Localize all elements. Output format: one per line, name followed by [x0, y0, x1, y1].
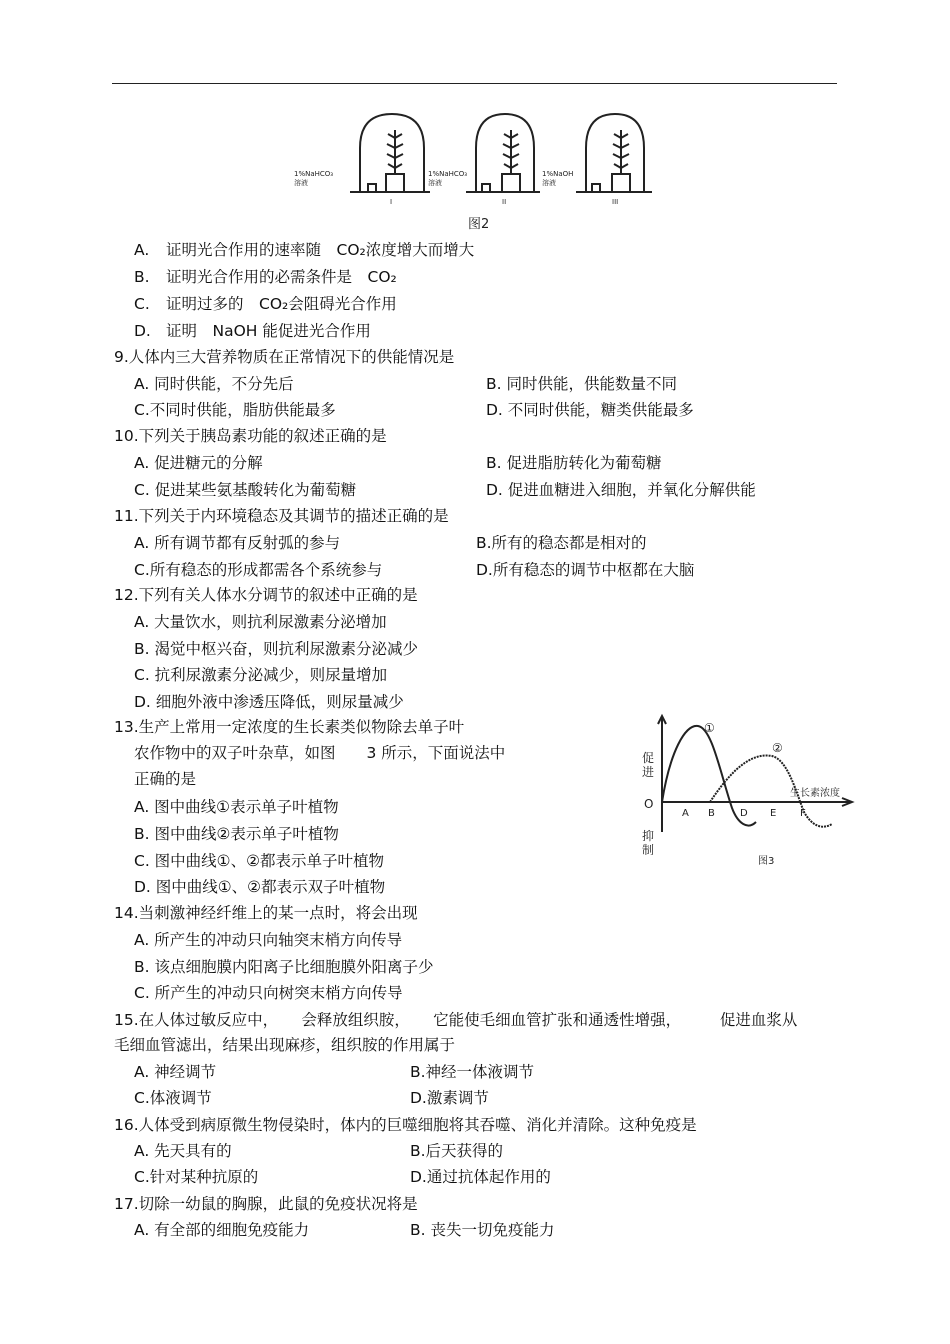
- figure-2-caption: 图2: [468, 217, 490, 232]
- figure-3-auxin-curves: [640, 712, 870, 872]
- y-label-char: 促: [642, 751, 655, 765]
- q15-option-a: A. 神经调节: [134, 1063, 217, 1081]
- tick-a: A: [682, 808, 689, 819]
- q13-option-b: B. 图中曲线②表示单子叶植物: [134, 825, 339, 843]
- q13-option-d: D. 图中曲线①、②都表示双子叶植物: [134, 878, 386, 896]
- jar-label-line: 1%NaHCO₃: [294, 170, 334, 178]
- q14-option-b: B. 该点细胞膜内阳离子比细胞膜外阳离子少: [134, 958, 434, 976]
- q9-option-a: A. 同时供能，不分先后: [134, 375, 294, 393]
- q15-stem-line2: 毛细血管滤出，结果出现麻疹，组织胺的作用属于: [114, 1036, 456, 1054]
- q9-option-c: C.不同时供能，脂肪供能最多: [134, 401, 336, 419]
- jar-2-id: II: [502, 198, 507, 206]
- q12-stem: 12.下列有关人体水分调节的叙述中正确的是: [114, 586, 418, 604]
- q8-option-a-text: 证明光合作用的速率随 CO₂浓度增大而增大: [166, 241, 475, 259]
- curve-2-label: ②: [772, 741, 783, 755]
- q15-option-c: C.体液调节: [134, 1089, 212, 1107]
- jar-label-line: 溶液: [428, 179, 442, 187]
- figure-3-caption: 图3: [758, 856, 775, 867]
- q13-option-a: A. 图中曲线①表示单子叶植物: [134, 798, 339, 816]
- q8-option-b-text: 证明光合作用的必需条件是 CO₂: [166, 268, 397, 286]
- q10-option-b: B. 促进脂肪转化为葡萄糖: [486, 454, 662, 472]
- tick-e: E: [770, 808, 777, 819]
- q16-option-b: B.后天获得的: [410, 1142, 504, 1160]
- q12-option-c: C. 抗利尿激素分泌减少，则尿量增加: [134, 666, 388, 684]
- bell-jar-2: [466, 114, 540, 192]
- q11-option-b: B.所有的稳态都是相对的: [476, 534, 647, 552]
- q8-option-d-text: 证明 NaOH 能促进光合作用: [166, 322, 371, 340]
- y-label-char: 制: [642, 843, 655, 857]
- q10-option-a: A. 促进糖元的分解: [134, 454, 263, 472]
- q15-stem: 15.在人体过敏反应中， 会释放组织胺， 它能使毛细血管扩张和通透性增强， 促进血浆从: [114, 1011, 798, 1029]
- q17-option-a: A. 有全部的细胞免疫能力: [134, 1221, 310, 1239]
- jar-2-label: [428, 170, 467, 187]
- q16-stem: 16.人体受到病原微生物侵染时，体内的巨噬细胞将其吞噬、消化并清除。这种免疫是: [114, 1116, 697, 1134]
- tick-d: D: [740, 808, 748, 819]
- y-label-char: 进: [642, 765, 655, 779]
- q9-stem: 9.人体内三大营养物质在正常情况下的供能情况是: [114, 348, 455, 366]
- q9-option-d: D. 不同时供能，糖类供能最多: [486, 401, 694, 419]
- q8-option-b: B.: [134, 268, 150, 286]
- jar-label-line: 1%NaOH: [542, 170, 574, 178]
- q14-option-c: C. 所产生的冲动只向树突末梢方向传导: [134, 984, 403, 1002]
- jar-label-line: 溶液: [542, 179, 556, 187]
- q9-option-b: B. 同时供能，供能数量不同: [486, 375, 677, 393]
- jar-1-id: I: [390, 198, 393, 206]
- q17-stem: 17.切除一幼鼠的胸腺，此鼠的免疫状况将是: [114, 1195, 418, 1213]
- x-axis-label: 生长素浓度: [790, 788, 840, 799]
- jar-label-line: 溶液: [294, 179, 308, 187]
- q14-option-a: A. 所产生的冲动只向轴突末梢方向传导: [134, 931, 403, 949]
- q14-stem: 14.当刺激神经纤维上的某一点时，将会出现: [114, 904, 418, 922]
- bell-jar-1: [350, 114, 430, 192]
- bell-jar-3: [576, 114, 652, 192]
- tick-f: F: [800, 808, 806, 819]
- q13-stem: 13.生产上常用一定浓度的生长素类似物除去单子叶: [114, 718, 465, 736]
- y-label-char: 抑: [642, 829, 655, 843]
- q11-stem: 11.下列关于内环境稳态及其调节的描述正确的是: [114, 507, 449, 525]
- jar-3-id: III: [612, 198, 619, 206]
- q8-option-a: A.: [134, 241, 150, 259]
- q11-option-a: A. 所有调节都有反射弧的参与: [134, 534, 341, 552]
- q8-option-c: C.: [134, 295, 150, 313]
- origin-label: O: [644, 797, 654, 811]
- q10-option-d: D. 促进血糖进入细胞，并氧化分解供能: [486, 481, 756, 499]
- q16-option-a: A. 先天具有的: [134, 1142, 232, 1160]
- q13-stem-line3: 正确的是: [134, 770, 197, 788]
- q16-option-c: C.针对某种抗原的: [134, 1168, 259, 1186]
- q15-option-d: D.激素调节: [410, 1089, 489, 1107]
- q12-option-a: A. 大量饮水，则抗利尿激素分泌增加: [134, 613, 387, 631]
- q13-option-c: C. 图中曲线①、②都表示单子叶植物: [134, 852, 384, 870]
- q10-option-c: C. 促进某些氨基酸转化为葡萄糖: [134, 481, 357, 499]
- q16-option-d: D.通过抗体起作用的: [410, 1168, 551, 1186]
- q8-option-c-text: 证明过多的 CO₂会阻碍光合作用: [166, 295, 397, 313]
- y-negative-label: [642, 828, 654, 857]
- q11-option-d: D.所有稳态的调节中枢都在大脑: [476, 561, 695, 579]
- q12-option-b: B. 渴觉中枢兴奋，则抗利尿激素分泌减少: [134, 640, 418, 658]
- y-positive-label: [642, 751, 654, 779]
- tick-b: B: [708, 808, 715, 819]
- jar-1-label: [294, 170, 333, 187]
- curve-1-label: ①: [704, 721, 715, 735]
- q15-option-b: B.神经一体液调节: [410, 1063, 535, 1081]
- jar-label-line: 1%NaHCO₃: [428, 170, 468, 178]
- q10-stem: 10.下列关于胰岛素功能的叙述正确的是: [114, 427, 387, 445]
- header-rule: [112, 83, 837, 84]
- q17-option-b: B. 丧失一切免疫能力: [410, 1221, 555, 1239]
- q8-option-d: D.: [134, 322, 151, 340]
- q13-stem-line2: 农作物中的双子叶杂草，如图 3 所示，下面说法中: [134, 744, 506, 762]
- jar-3-label: [542, 170, 573, 187]
- figure-2-bell-jars: [290, 108, 670, 234]
- q12-option-d: D. 细胞外液中渗透压降低，则尿量减少: [134, 693, 404, 711]
- q11-option-c: C.所有稳态的形成都需各个系统参与: [134, 561, 383, 579]
